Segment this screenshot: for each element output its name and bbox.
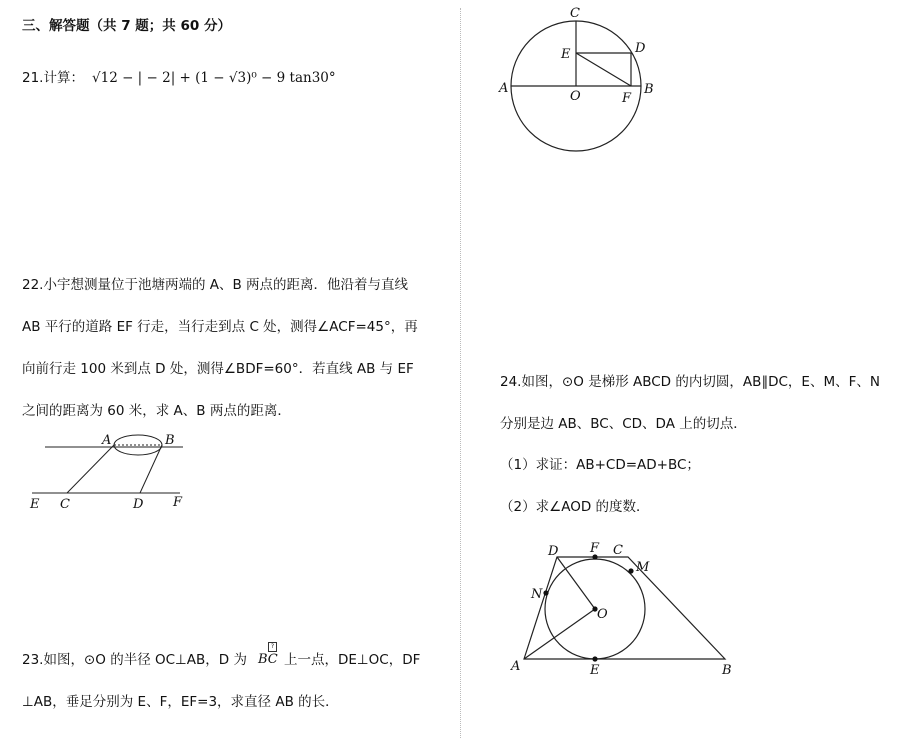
- q24-label-D: D: [548, 544, 559, 559]
- q24-label-B: B: [722, 663, 732, 678]
- q23-line1-part2: 上一点，DE⊥OC，DF: [284, 652, 421, 668]
- q24-label-A: A: [511, 659, 521, 674]
- q22-line1: 22.小宇想测量位于池塘两端的 A、B 两点的距离．他沿着与直线: [22, 277, 409, 293]
- q24-label-C: C: [613, 543, 623, 558]
- q21-expression: √12 − | − 2| + (1 − √3)⁰ − 9 tan30°: [92, 70, 336, 86]
- q23-line2: ⊥AB，垂足分别为 E、F，EF=3，求直径 AB 的长．: [22, 694, 339, 710]
- q23-label-E: E: [561, 47, 571, 62]
- q23-label-D: D: [635, 41, 646, 56]
- q24-line1: 24.如图，⊙O 是梯形 ABCD 的内切圆，AB∥DC，E、M、F、N: [500, 374, 880, 390]
- q21-label: 21.计算：: [22, 70, 84, 86]
- q22-line4: 之间的距离为 60 米，求 A、B 两点的距离．: [22, 403, 291, 419]
- q22-label-B: B: [165, 433, 175, 448]
- q22-label-D: D: [133, 497, 144, 512]
- column-divider: [460, 8, 461, 738]
- q24-label-E: E: [590, 663, 600, 678]
- q23-line1-part1: 23.如图，⊙O 的半径 OC⊥AB，D 为: [22, 652, 247, 668]
- q24-line2: 分别是边 AB、BC、CD、DA 上的切点．: [500, 416, 747, 432]
- q22-line3: 向前行走 100 米到点 D 处，测得∠BDF=60°．若直线 AB 与 EF: [22, 361, 414, 377]
- q22-label-E: E: [30, 497, 40, 512]
- q23-label-B: B: [644, 82, 654, 97]
- q23-circle-figure: [495, 0, 665, 160]
- q22-label-F: F: [173, 495, 183, 510]
- q23-label-O: O: [570, 89, 581, 104]
- q22-pond-figure: [20, 428, 200, 513]
- q22-label-C: C: [60, 497, 70, 512]
- q23-label-C: C: [570, 6, 580, 21]
- q24-label-O: O: [597, 607, 608, 622]
- q24-label-M: M: [636, 560, 650, 575]
- section-title: 三、解答题（共 7 题；共 60 分）: [22, 18, 231, 34]
- q24-label-F: F: [590, 541, 600, 556]
- q24-trapezoid-figure: [505, 538, 745, 683]
- q24-label-N: N: [531, 587, 543, 602]
- q23-arc-label: BC: [258, 652, 278, 667]
- q24-part2: （2）求∠AOD 的度数．: [500, 499, 650, 515]
- q24-part1: （1）求证：AB+CD=AD+BC；: [500, 457, 700, 473]
- q22-line2: AB 平行的道路 EF 行走，当行走到点 C 处，测得∠ACF=45°，再: [22, 319, 418, 335]
- unknown-glyph-box: ?: [268, 642, 277, 652]
- q23-label-F: F: [622, 91, 632, 106]
- q22-label-A: A: [102, 433, 112, 448]
- q23-label-A: A: [499, 81, 509, 96]
